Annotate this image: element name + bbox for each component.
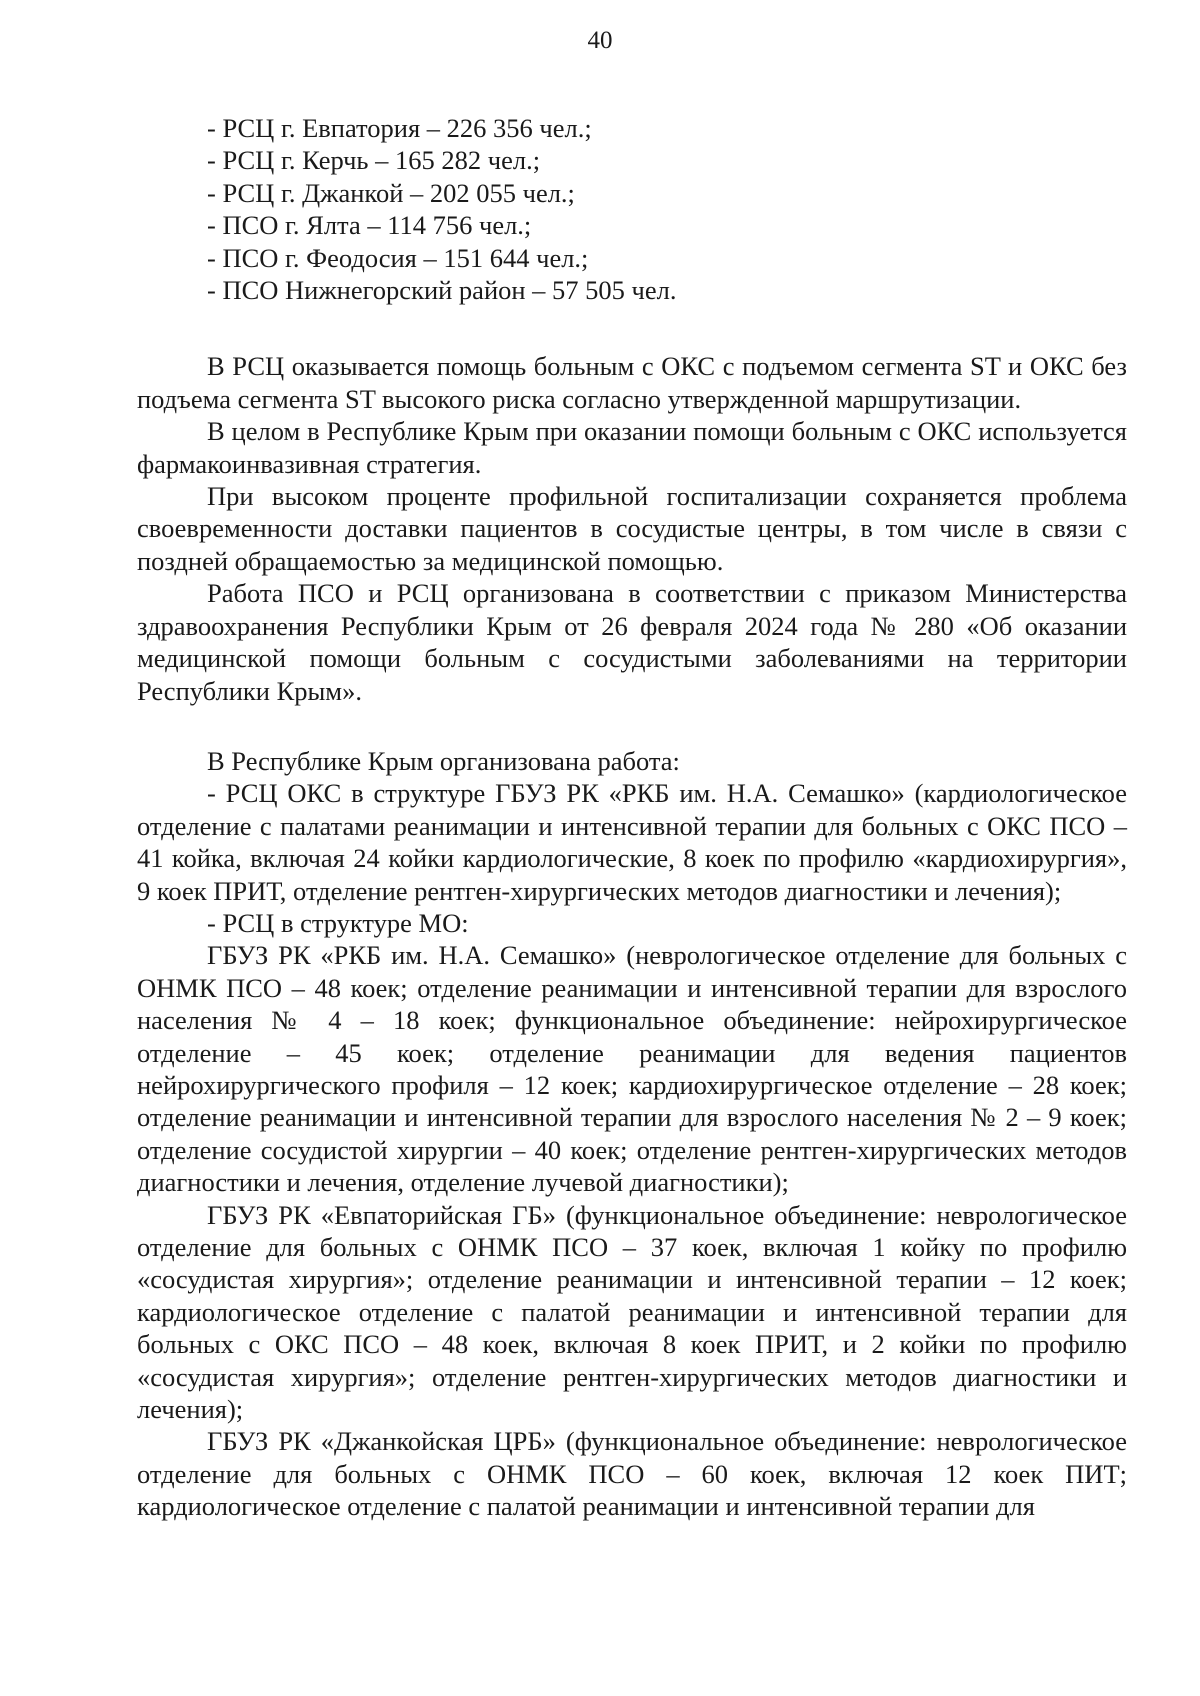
- paragraph-evpatoria: ГБУЗ РК «Евпаторийская ГБ» (функциональное объединение: неврологическое отделение для больных с ОНМК ПСО – 37 коек, включая 1 койку по профилю «сосудистая хирургия»; отделение реанимации и интенсивной терапии – 12 коек; кардиологическое отделение с палатой реанимации и интенсивной терапии для больных с ОКС ПСО – 48 коек, включая 8 коек ПРИТ, и 2 койки по профилю «сосудистая хирургия»; отделение рентген-хирургических методов диагностики и лечения);: [137, 1199, 1127, 1425]
- paragraph-hospitalization: При высоком проценте профильной госпитализации сохраняется проблема своевременности доставки пациентов в сосудистые центры, в том числе в связи с поздней обращаемостью за медицинской помощью.: [137, 481, 1127, 576]
- list-item: - РСЦ г. Евпатория – 226 356 чел.;: [207, 113, 592, 143]
- paragraph-rsc-mo: - РСЦ в структуре МО:: [207, 907, 469, 938]
- paragraph-dzhankoy: ГБУЗ РК «Джанкойская ЦРБ» (функциональное объединение: неврологическое отделение для больных с ОНМК ПСО – 60 коек, включая 12 коек ПИТ; кардиологическое отделение с палатой реанимации и интенсивной терапии для: [137, 1426, 1127, 1522]
- list-item: - РСЦ г. Керчь – 165 282 чел.;: [207, 145, 541, 176]
- spacer: [137, 306, 1127, 350]
- paragraph-strategy: В целом в Республике Крым при оказании помощи больным с ОКС используется фармакоинвазивная стратегия.: [137, 416, 1127, 479]
- population-list: [137, 112, 1127, 306]
- list-item: - ПСО Нижнегорский район – 57 505 чел.: [207, 275, 677, 306]
- paragraph-order: Работа ПСО и РСЦ организована в соответствии с приказом Министерства здравоохранения Республики Крым от 26 февраля 2024 года № 280 «Об оказании медицинской помощи больным с сосудистыми заболеваниями на территории Республики Крым».: [137, 578, 1127, 706]
- list-item: - ПСО г. Феодосия – 151 644 чел.;: [207, 242, 589, 273]
- paragraph-semashko: ГБУЗ РК «РКБ им. Н.А. Семашко» (неврологическое отделение для больных с ОНМК ПСО – 48 коек; отделение реанимации и интенсивной терапии для взрослого населения № 4 – 18 коек; функциональное объединение: нейрохирургическое отделение – 45 коек; отделение реанимации для ведения пациентов нейрохирургического профиля – 12 коек; кардиохирургическое отделение – 28 коек; отделение реанимации и интенсивной терапии для взрослого населения № 2 – 9 коек; отделение сосудистой хирургии – 40 коек; отделение рентген-хирургических методов диагностики и лечения, отделение лучевой диагностики);: [137, 940, 1127, 1198]
- document-body: [137, 112, 1127, 1523]
- list-item: - ПСО г. Ялта – 114 756 чел.;: [207, 210, 532, 241]
- paragraph-rsc-oks: - РСЦ ОКС в структуре ГБУЗ РК «РКБ им. Н.А. Семашко» (кардиологическое отделение с палатами реанимации и интенсивной терапии для больных с ОКС ПСО – 41 койка, включая 24 койки кардиологические, 8 коек по профилю «кардиохирургия», 9 коек ПРИТ, отделение рентген-хирургических методов диагностики и лечения);: [137, 778, 1127, 906]
- page-number: 40: [587, 27, 613, 54]
- paragraph-rsc-help: В РСЦ оказывается помощь больным с ОКС с подъемом сегмента ST и ОКС без подъема сегмента ST высокого риска согласно утвержденной маршрутизации.: [137, 351, 1127, 414]
- list-item: - РСЦ г. Джанкой – 202 055 чел.;: [207, 177, 575, 208]
- paragraph-organized-work: В Республике Крым организована работа:: [207, 745, 680, 776]
- spacer: [137, 707, 1127, 745]
